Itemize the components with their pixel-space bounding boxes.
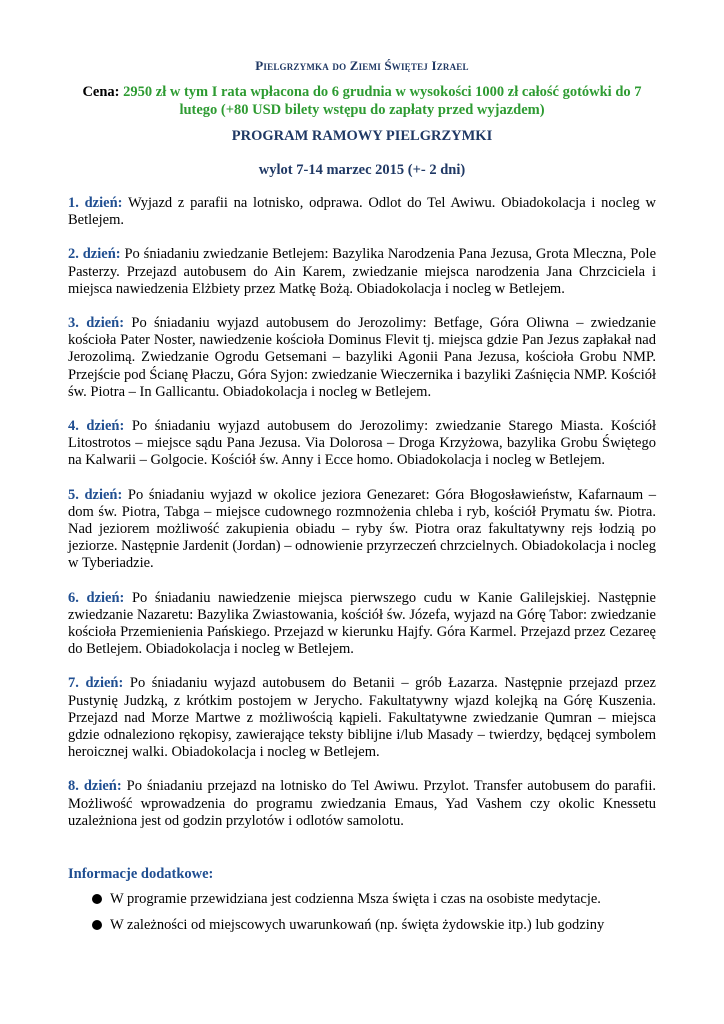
day-label: 3. dzień: (68, 315, 125, 332)
day-label: 2. dzień: (68, 246, 121, 263)
departure-date: wylot 7-14 marzec 2015 (+- 2 dni) (258, 162, 466, 178)
day-8 (68, 778, 656, 830)
day-label: 4. dzień: (68, 418, 125, 435)
price-label: Cena: (82, 84, 120, 100)
day-text: Po śniadaniu wyjazd autobusem do Jerozolimy: Betfage, Góra Oliwna – zwiedzanie kościoła Pater Noster, nawiedzenie kościoła Dominus Flevit tj. miejsca gdzie Pan Jezus zapłakał nad Jerozolimą. Zwiedzanie Ogrodu Getsemani – bazyliki Agonii Pana Jezusa, kościoła Grobu NMP. Przejście pod Ścianę Płaczu, Góra Syjon: zwiedzanie Wieczernika i bazyliki Zaśnięcia NMP. Kościół św. Piotra – In Gallicantu. Obiadokolacja i nocleg w Betlejem. (68, 315, 656, 400)
program-heading: PROGRAM RAMOWY PIELGRZYMKI (231, 128, 493, 144)
day-7 (68, 675, 656, 761)
info-heading: Informacje dodatkowe: (68, 866, 214, 883)
list-item (84, 917, 656, 934)
list-item-text: W programie przewidziana jest codzienna Msza święta i czas na osobiste medytacje. (110, 891, 601, 908)
list-item (84, 891, 656, 908)
day-text: Po śniadaniu wyjazd w okolice jeziora Genezaret: Góra Błogosławieństw, Kafarnaum – dom św. Piotra, Tabga – miejsce cudownego rozmnożenia chleba i ryb, kościół Prymatu św. Piotra. Nad jeziorem możliwość zakupienia obiadu – ryby św. Piotra oraz fakultatywny rejs łodzią po jeziorze. Następnie Jardenit (Jordan) – odnowienie przyrzeczeń chrzcielnych. Obiadokolacja i nocleg w Tyberiadzie. (68, 486, 657, 572)
day-text: Po śniadaniu zwiedzanie Betlejem: Bazylika Narodzenia Pana Jezusa, Grota Mleczna, Pole Pasterzy. Przejazd autobusem do Ain Karem, zwiedzanie miejsca narodzenia Jana Chrzciciela i miejsca nawiedzenia Elżbiety przez Matkę Bożą. Obiadokolacja i nocleg w Betlejem. (68, 246, 657, 297)
info-list (68, 891, 656, 934)
document-page (68, 58, 656, 943)
day-6 (68, 590, 656, 659)
day-1 (68, 195, 656, 229)
day-label: 6. dzień: (68, 589, 125, 606)
day-text: Wyjazd z parafii na lotnisko, odprawa. Odlot do Tel Awiwu. Obiadokolacja i nocleg w Betlejem. (68, 195, 656, 229)
document-title: Pielgrzymka do Ziemi Świętej Izrael (255, 58, 469, 73)
price-text: 2950 zł w tym I rata wpłacona do 6 grudnia w wysokości 1000 zł całość gotówki do 7 lutego (+80 USD bilety wstępu do zapłaty przed wyjazdem) (123, 84, 642, 118)
day-text: Po śniadaniu wyjazd autobusem do Betanii – grób Łazarza. Następnie przejazd przez Pustynię Judzką, z krótkim postojem w Jerycho. Fakultatywny wjazd kolejką na Górę Kuszenia. Przejazd nad Morze Martwe z możliwością kąpieli. Fakultatywne zwiedzanie Qumran – miejsca gdzie odnaleziono rękopisy, zawierające teksty biblijne i/lub Masady – twierdzy, będącej symbolem heroicznej walki. Obiadokolacja i nocleg w Betlejem. (68, 675, 656, 761)
bullet-icon (92, 894, 102, 904)
day-label: 5. dzień: (68, 486, 123, 503)
day-text: Po śniadaniu przejazd na lotnisko do Tel Awiwu. Przylot. Transfer autobusem do parafii. Możliwość wprowadzenia do programu zwiedzania Emaus, Yad Vashem czy okolic Knessetu uzależniona jest od godzin przylotów i odlotów samolotu. (68, 778, 657, 829)
day-5 (68, 487, 656, 573)
list-item-text: W zależności od miejscowych uwarunkowań (np. święta żydowskie itp.) lub godziny (110, 917, 605, 934)
day-2 (68, 246, 656, 298)
day-text: Po śniadaniu wyjazd autobusem do Jerozolimy: zwiedzanie Starego Miasta. Kościół Litostrotos – miejsce sądu Pana Jezusa. Via Dolorosa – Droga Krzyżowa, bazylika Grobu Świętego na Kalwarii – Golgocie. Kościół św. Anny i Ecce homo. Obiadokolacja i nocleg w Betlejem. (68, 418, 657, 469)
day-label: 8. dzień: (68, 778, 122, 795)
price-line (68, 83, 656, 119)
day-4 (68, 418, 656, 470)
day-3 (68, 315, 656, 401)
day-text: Po śniadaniu nawiedzenie miejsca pierwszego cudu w Kanie Galilejskiej. Następnie zwiedzanie Nazaretu: Bazylika Zwiastowania, kościół św. Józefa, wyjazd na Górę Tabor: zwiedzanie kościoła Przemienienia Pańskiego. Przejazd w kierunku Hajfy. Góra Karmel. Przejazd przez Cezareę do Betlejem. Obiadokolacja i nocleg w Betlejem. (68, 589, 656, 658)
day-label: 7. dzień: (68, 675, 124, 692)
bullet-icon (92, 920, 102, 930)
day-label: 1. dzień: (68, 195, 123, 211)
